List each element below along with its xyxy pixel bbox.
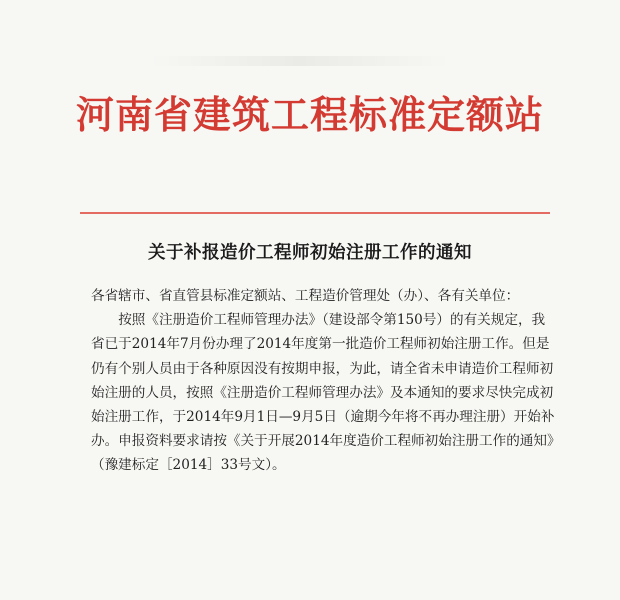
notice-paragraph: 按照《注册造价工程师管理办法》（建设部令第150号）的有关规定，我省已于2014年7月份办理了2014年度第一批造价工程师初始注册工作。但是仍有个别人员由于各种原因没有按期申报，为此，请全省未申请造价工程师初始注册的人员，按照《注册造价工程师管理办法》及本通知的要求尽快完成初始注册工作，于2014年9月1日—9月5日（逾期今年将不再办理注册）开始补办。申报资料要求请按《关于开展2014年度造价工程师初始注册工作的通知》（豫建标定［2014］33号文）。	[91, 312, 555, 474]
letterhead-divider	[80, 212, 550, 214]
letterhead-title: 河南省建筑工程标准定额站	[75, 92, 544, 137]
notice-title: 关于补报造价工程师初始注册工作的通知	[148, 243, 472, 263]
faint-header-watermark	[150, 56, 450, 66]
notice-salutation: 各省辖市、省直管县标准定额站、工程造价管理处（办）、各有关单位：	[91, 288, 520, 304]
notice-body	[91, 284, 555, 478]
